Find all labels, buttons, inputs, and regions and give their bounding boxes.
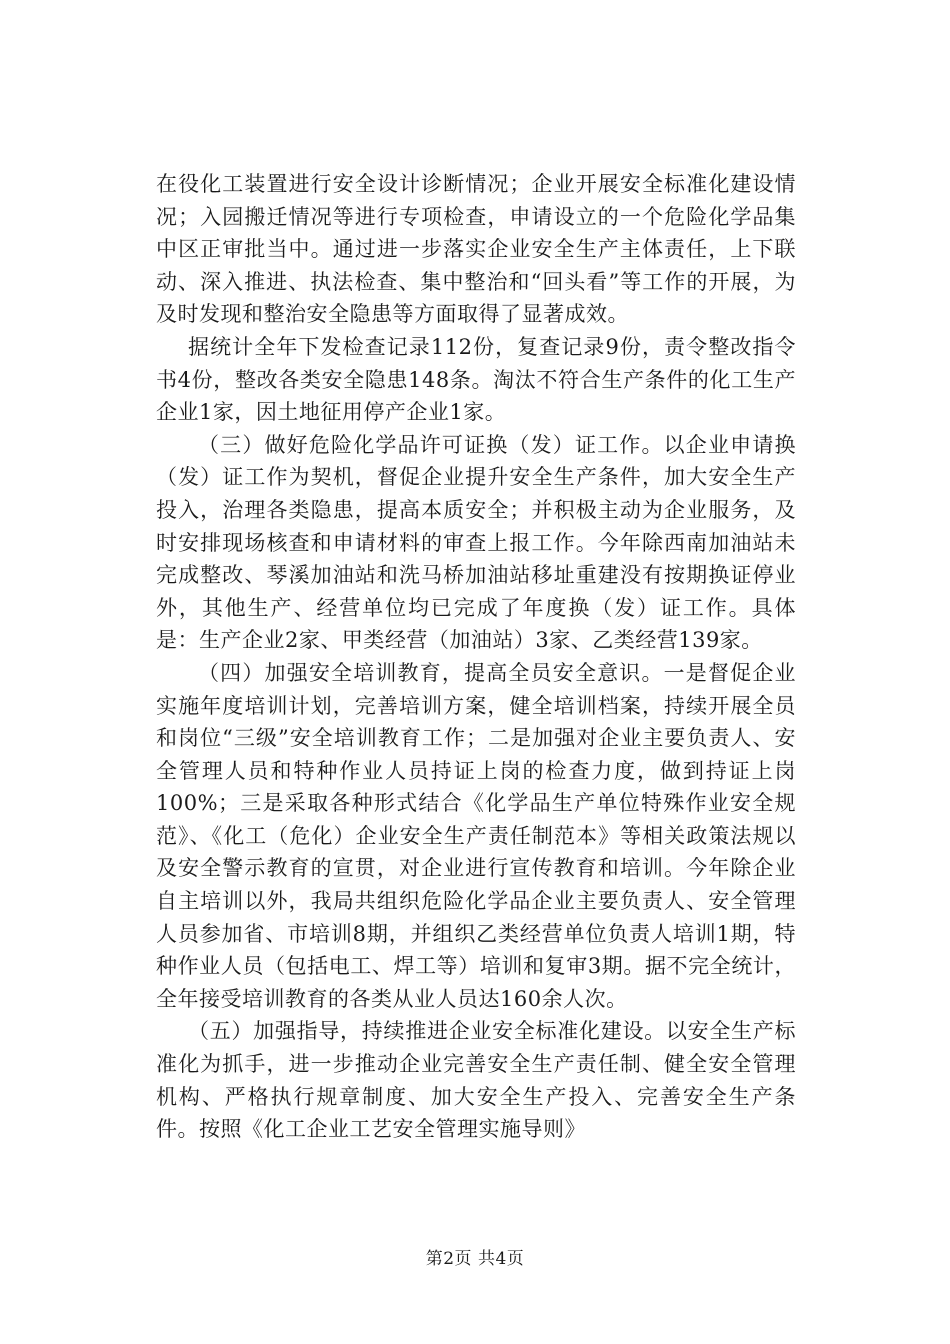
paragraph-safety-training: （四）加强安全培训教育，提高全员安全意识。一是督促企业实施年度培训计划，完善培训方案，健全培训档案，持续开展全员和岗位“三级”安全培训教育工作；二是加强对企业主要负责人、安全管理人员和特种作业人员持证上岗的检查力度，做到持证上岗100%；三是采取各种形式结合《化学品生产单位特殊作业安全规范》、《化工（危化）企业安全生产责任制范本》等相关政策法规以及安全警示教育的宣贯，对企业进行宣传教育和培训。今年除企业自主培训以外，我局共组织危险化学品企业主要负责人、安全管理人员参加省、市培训8期，并组织乙类经营单位负责人培训1期，特种作业人员（包括电工、焊工等）培训和复审3期。据不完全统计，全年接受培训教育的各类从业人员达160余人次。	[156, 660, 796, 1011]
document-body	[156, 168, 796, 1146]
paragraph-statistics: 据统计全年下发检查记录112份，复查记录9份，责令整改指令书4份，整改各类安全隐患148条。淘汰不符合生产条件的化工生产企业1家，因土地征用停产企业1家。	[156, 334, 796, 425]
page-footer: 第2页 共4页	[425, 1249, 525, 1269]
paragraph-license-renewal: （三）做好危险化学品许可证换（发）证工作。以企业申请换（发）证工作为契机，督促企业提升安全生产条件，加大安全生产投入，治理各类隐患，提高本质安全；并积极主动为企业服务，及时安排现场核查和申请材料的审查上报工作。今年除西南加油站未完成整改、琴溪加油站和洗马桥加油站移址重建没有按期换证停业外，其他生产、经营单位均已完成了年度换（发）证工作。具体是：生产企业2家、甲类经营（加油站）3家、乙类经营139家。	[156, 432, 796, 653]
paragraph-standardization: （五）加强指导，持续推进企业安全标准化建设。以安全生产标准化为抓手，进一步推动企业完善安全生产责任制、健全安全管理机构、严格执行规章制度、加大安全生产投入、完善安全生产条件。按照《化工企业工艺安全管理实施导则》	[156, 1019, 796, 1142]
paragraph-inspection-summary: 在役化工装置进行安全设计诊断情况；企业开展安全标准化建设情况；入园搬迁情况等进行专项检查，申请设立的一个危险化学品集中区正审批当中。通过进一步落实企业安全生产主体责任，上下联动、深入推进、执法检查、集中整治和“回头看”等工作的开展，为及时发现和整治安全隐患等方面取得了显著成效。	[156, 172, 796, 327]
